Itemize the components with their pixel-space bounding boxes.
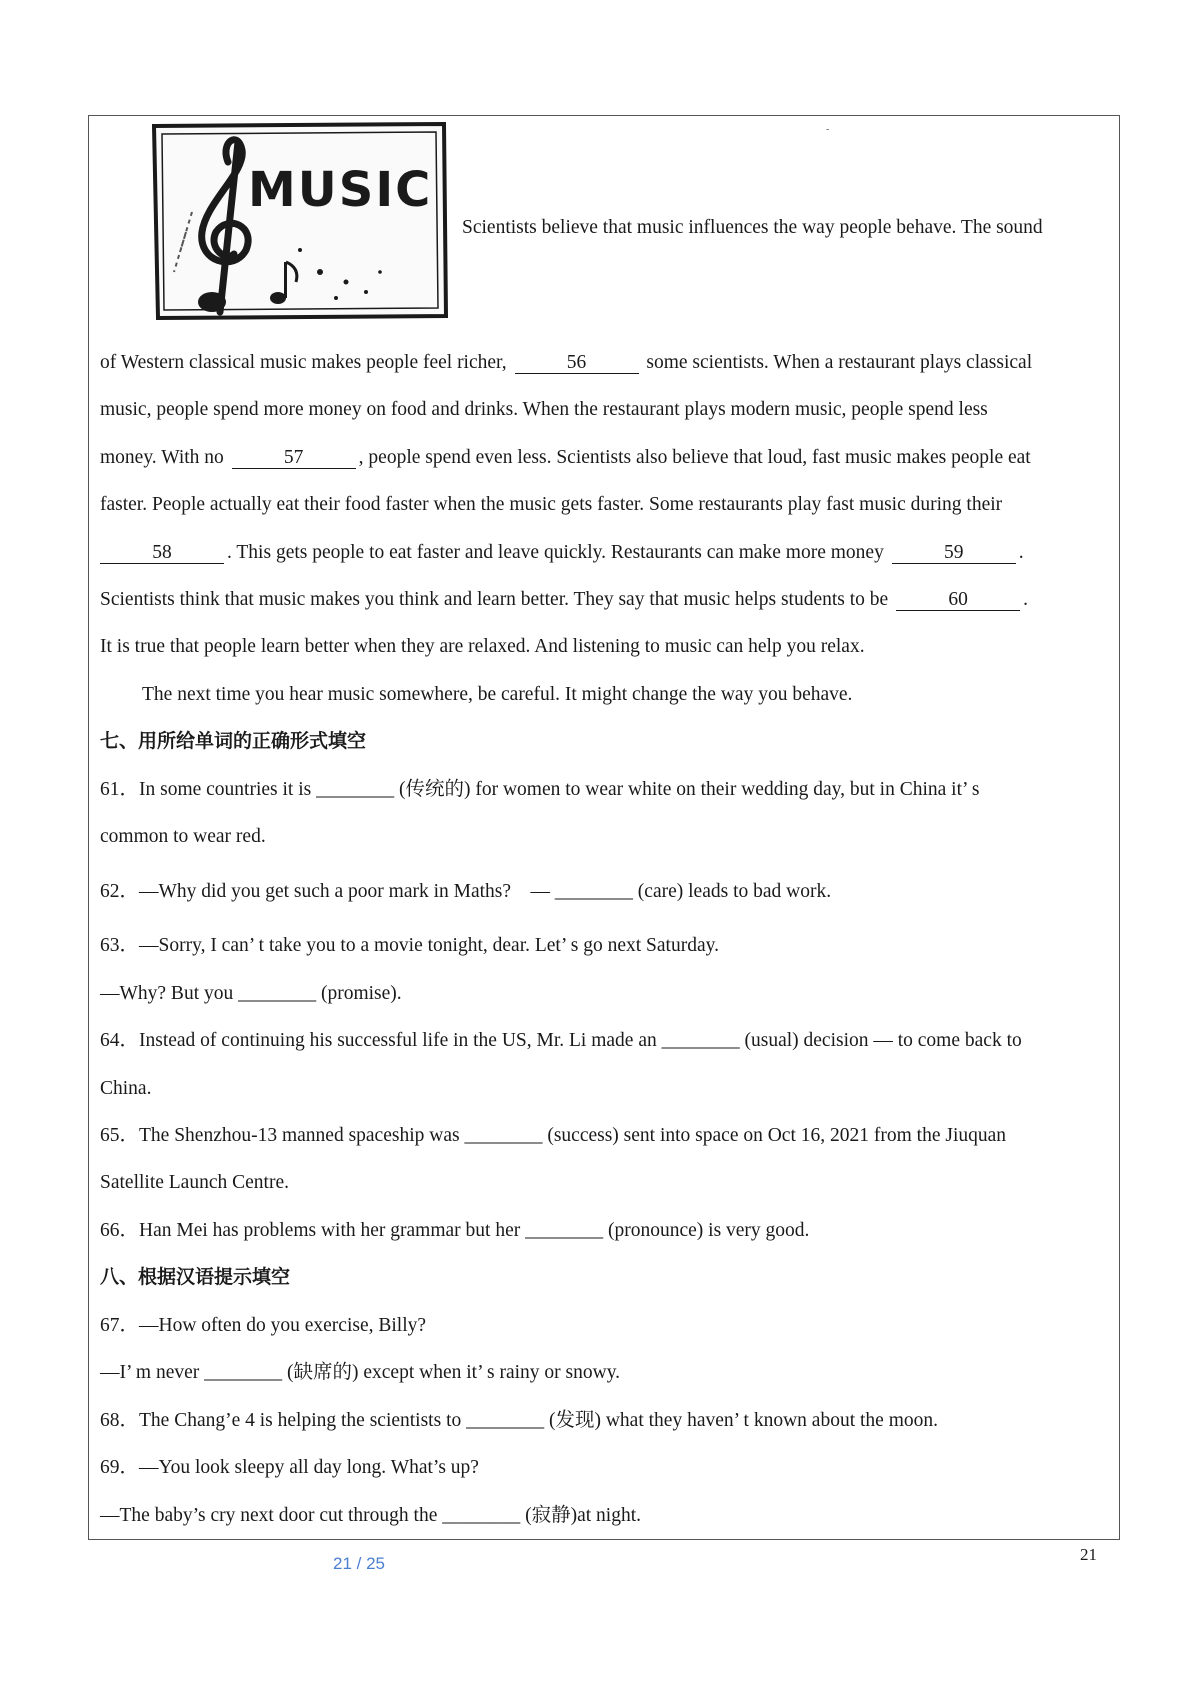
question-64-cont: China.: [100, 1078, 152, 1099]
blank-60[interactable]: 60: [896, 590, 1020, 611]
blank-58[interactable]: 58: [100, 543, 224, 564]
passage-line-1: of Western classical music makes people feel richer, 56 some scientists. When a restaurant plays classical: [100, 352, 1033, 373]
question-67-cont: —I’ m never ________ (缺席的) except when it’ s rainy or snowy.: [100, 1362, 621, 1383]
question-61-cont: common to wear red.: [100, 826, 266, 847]
passage-line-6: Scientists think that music makes you think and learn better. They say that music helps students to be 60 .: [100, 589, 1028, 610]
passage-line-3: money. With no 57 , people spend even less. Scientists also believe that loud, fast music makes people eat: [100, 447, 1031, 468]
question-69: 69．—You look sleepy all day long. What’s up?: [100, 1457, 479, 1478]
passage-line-0: Scientists believe that music influences the way people behave. The sound: [462, 217, 1043, 238]
question-63-cont: —Why? But you ________ (promise).: [100, 983, 402, 1004]
blank-59[interactable]: 59: [892, 543, 1016, 564]
scan-speck: -: [826, 124, 830, 135]
question-65-cont: Satellite Launch Centre.: [100, 1172, 289, 1193]
question-61: 61．In some countries it is ________ (传统的) for women to wear white on their wedding day, but in China it’ s: [100, 779, 980, 800]
question-67: 67．—How often do you exercise, Billy?: [100, 1315, 427, 1336]
question-62: 62．—Why did you get such a poor mark in Maths? — ________ (care) leads to bad work.: [100, 881, 832, 902]
question-69-cont: —The baby’s cry next door cut through the ________ (寂静)at night.: [100, 1505, 642, 1526]
passage-line-5: 58 . This gets people to eat faster and leave quickly. Restaurants can make more money 59 .: [100, 543, 1024, 564]
question-68: 68．The Chang’e 4 is helping the scientists to ________ (发现) what they haven’ t known about the moon.: [100, 1410, 938, 1431]
page-number: 21: [1080, 1545, 1097, 1564]
blank-57[interactable]: 57: [232, 448, 356, 469]
section-7-heading: 七、用所给单词的正确形式填空: [100, 730, 367, 752]
svg-text:MUSIC: MUSIC: [248, 162, 433, 218]
blank-56[interactable]: 56: [515, 353, 639, 374]
passage-line-4: faster. People actually eat their food faster when the music gets faster. Some restaurants play fast music during their: [100, 494, 1003, 515]
passage-line-8: The next time you hear music somewhere, be careful. It might change the way you behave.: [142, 684, 853, 705]
question-66: 66．Han Mei has problems with her grammar but her ________ (pronounce) is very good.: [100, 1220, 810, 1241]
page-counter: 21 / 25: [333, 1554, 385, 1573]
question-63: 63．—Sorry, I can’ t take you to a movie tonight, dear. Let’ s go next Saturday.: [100, 935, 719, 956]
passage-line-7: It is true that people learn better when they are relaxed. And listening to music can help you relax.: [100, 636, 865, 657]
passage-line-2: music, people spend more money on food and drinks. When the restaurant plays modern music, people spend less: [100, 399, 988, 420]
music-logo: [150, 122, 448, 320]
section-8-heading: 八、根据汉语提示填空: [100, 1266, 291, 1288]
question-64: 64．Instead of continuing his successful life in the US, Mr. Li made an ________ (usual) decision — to come back to: [100, 1030, 1022, 1051]
question-65: 65．The Shenzhou-13 manned spaceship was ________ (success) sent into space on Oct 16, 2021 from the Jiuquan: [100, 1125, 1007, 1146]
